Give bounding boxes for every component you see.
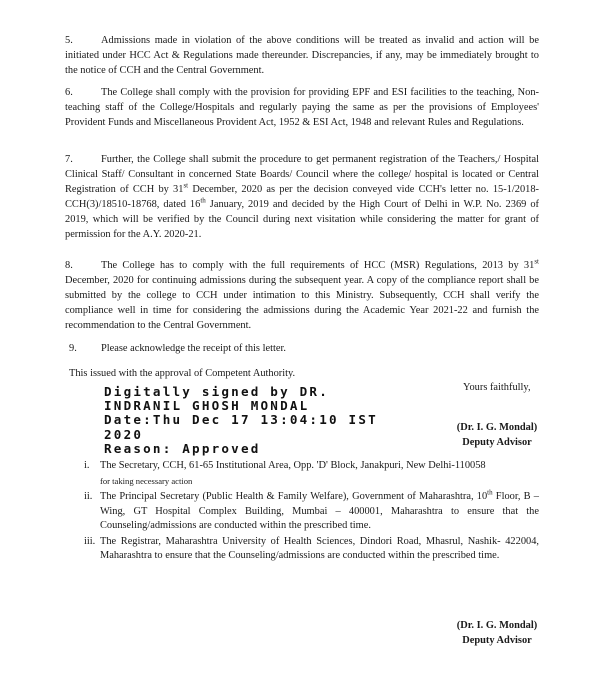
- list-item-text: The Principal Secretary (Public Health & Family Welfare), Government of Maharashtra, 10: [100, 491, 488, 502]
- paragraph-5: [65, 33, 539, 78]
- list-item-text: The Secretary, CCH, 61-65 Institutional Area, Opp. 'D' Block, Janakpuri, New Delhi-110058: [100, 460, 486, 471]
- signatory-title: Deputy Advisor: [462, 437, 532, 448]
- superscript: th: [487, 488, 493, 497]
- approval-note: This issued with the approval of Competent Authority.: [69, 368, 296, 379]
- superscript: st: [183, 181, 189, 190]
- signature-line: INDRANIL GHOSH MONDAL: [104, 398, 310, 414]
- superscript: th: [200, 196, 206, 205]
- paragraph-text: December, 2020 for continuing admissions during the subsequent year. A copy of the compliance report shall be submitted by the college to CCH under intimation to this Ministry. Subsequently, CCH shall verify the compliance well in time for considering the admissions during the Academic Year 2021-22 and furnish the recommendation to the Central Government.: [65, 275, 539, 331]
- paragraph-number: 5.: [65, 35, 73, 46]
- list-item-text: Floor, B – Wing, GT Hospital Complex Building, Mumbai – 400001, Maharashtra to ensure that the Counseling/admissions are conducted within the prescribed time.: [100, 491, 539, 531]
- signatory-block: [447, 420, 547, 450]
- paragraph-text: The College shall comply with the provision for providing EPF and ESI facilities to the teaching, Non-teaching staff of the College/Hospitals and regularly paying the same as per the provisions of Employees' Provident Funds and Miscellaneous Provident Act, 1952 & ESI Act, 1948 and relevant Rules and Regulations.: [65, 87, 539, 128]
- superscript: st: [534, 257, 539, 266]
- list-item: [84, 490, 539, 534]
- list-marker: i.: [84, 460, 90, 471]
- paragraph-text: December, 2020 as per the decision conveyed vide CCH's letter no. 15-1/2018-CCH(3)/18510-18768, dated 16: [65, 184, 540, 210]
- paragraph-9: [69, 341, 543, 356]
- list-item-text: The Registrar, Maharashtra University of Health Sciences, Dindori Road, Mhasrul, Nashik- 422004, Maharashtra to ensure that the Counseling/admissions are conducted within the prescribed time.: [100, 535, 539, 561]
- paragraph-number: 8.: [65, 260, 73, 271]
- paragraph-7: [65, 152, 539, 242]
- signature-line: 2020: [104, 426, 144, 442]
- copy-to-list: [84, 459, 539, 564]
- signatory-name: (Dr. I. G. Mondal): [456, 422, 538, 433]
- paragraph-6: [65, 85, 539, 130]
- digital-signature: [104, 385, 444, 456]
- signatory-title: Deputy Advisor: [462, 635, 532, 646]
- paragraph-8: [65, 258, 539, 333]
- signatory-block-bottom: [447, 618, 547, 648]
- paragraph-number: 9.: [69, 343, 77, 354]
- list-item: [84, 459, 539, 489]
- signatory-name: (Dr. I. G. Mondal): [456, 620, 538, 631]
- signature-line: Digitally signed by DR.: [104, 384, 329, 399]
- paragraph-text: Please acknowledge the receipt of this letter.: [101, 343, 286, 354]
- paragraph-text: Admissions made in violation of the above conditions will be treated as invalid and action will be initiated under HCC Act & Regulations made thereunder. Discrepancies, if any, may be immediately brought to the notice of CCH and the Central Government.: [65, 35, 539, 76]
- signature-line: Date:Thu Dec 17 13:04:10 IST: [104, 412, 378, 428]
- list-marker: ii.: [84, 491, 93, 502]
- paragraph-text: Further, the College shall submit the procedure to get permanent registration of the Teachers,/ Hospital Clinical Staff/ Consultant in concerned State Boards/ Council where the college/ hospital is located or Central Registration of CCH by 31: [65, 154, 539, 195]
- paragraph-text: The College has to comply with the full requirements of HCC (MSR) Regulations, 2013 by 31: [101, 260, 535, 271]
- list-item: [84, 535, 539, 564]
- paragraph-text: January, 2019 and decided by the High Court of Delhi in W.P. No. 2369 of 2019, which will be verified by the Council during next visitation while considering the matter for grant of permission for the A.Y. 2020-21.: [65, 199, 540, 240]
- closing: Yours faithfully,: [463, 382, 531, 393]
- list-marker: iii.: [84, 535, 96, 547]
- signature-line: Reason: Approved: [104, 440, 261, 456]
- paragraph-number: 6.: [65, 87, 73, 98]
- list-item-subtext: for taking necessary action: [100, 475, 193, 486]
- paragraph-number: 7.: [65, 154, 73, 165]
